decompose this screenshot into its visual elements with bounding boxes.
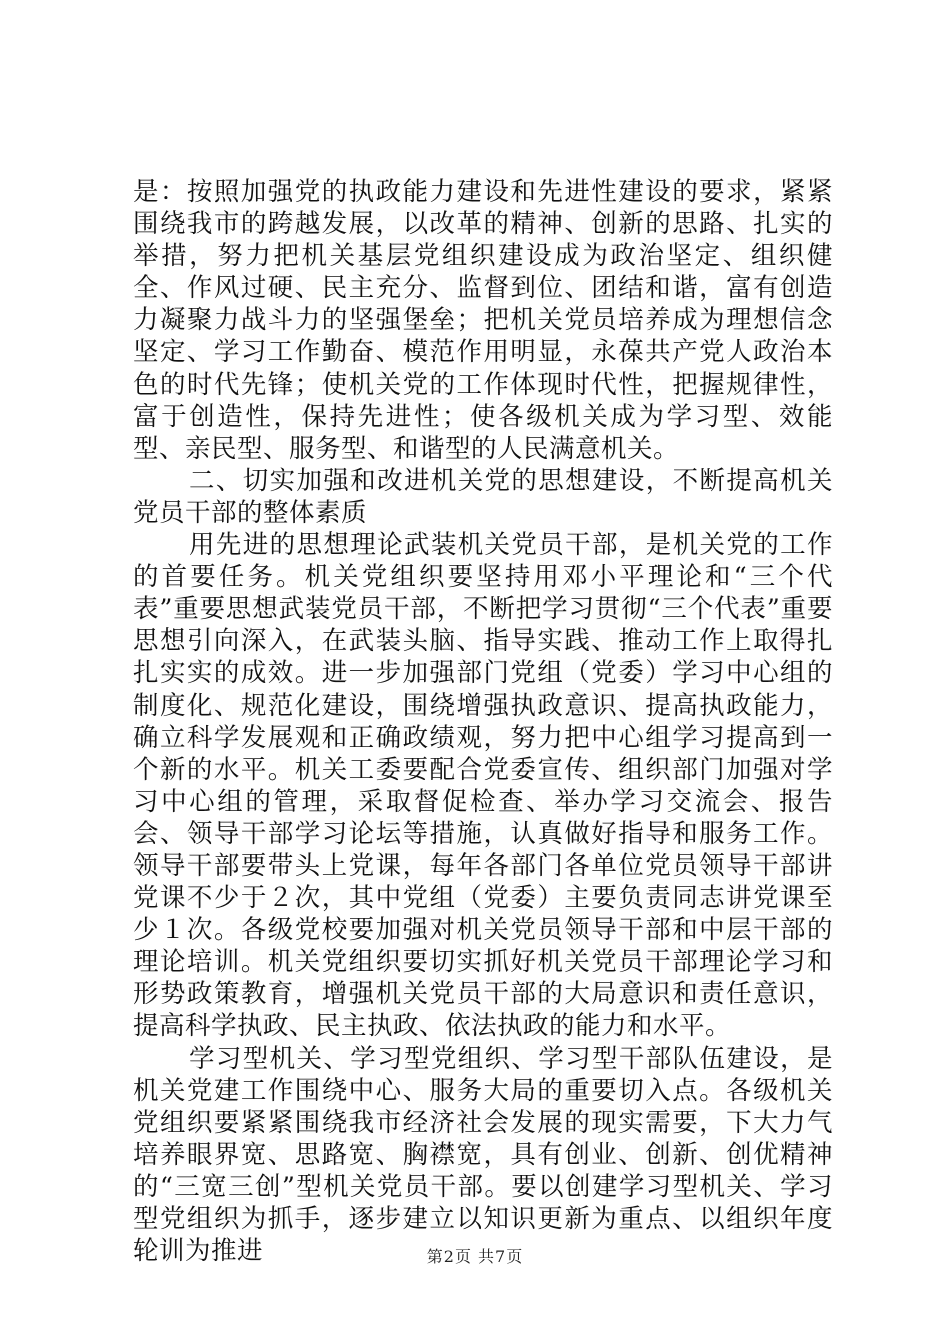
paragraph-theory: 用先进的思想理论武装机关党员干部，是机关党的工作的首要任务。机关党组织要坚持用邓小平理论和“三个代表”重要思想武装党员干部，不断把学习贯彻“三个代表”重要思想引向深入，在武装头脑、指导实践、推动工作上取得扎扎实实的成效。进一步加强部门党组（党委）学习中心组的制度化、规范化建设，围绕增强执政意识、提高执政能力，确立科学发展观和正确政绩观，努力把中心组学习提高到一个新的水平。机关工委要配合党委宣传、组织部门加强对学习中心组的管理，采取督促检查、举办学习交流会、报告会、领导干部学习论坛等措施，认真做好指导和服务工作。领导干部要带头上党课，每年各部门各单位党员领导干部讲党课不少于２次，其中党组（党委）主要负责同志讲党课至少１次。各级党校要加强对机关党员领导干部和中层干部的理论培训。机关党组织要切实抓好机关党员干部理论学习和形势政策教育，增强机关党员干部的大局意识和责任意识，提高科学执政、民主执政、依法执政的能力和水平。 [133, 530, 833, 1042]
document-body [133, 176, 833, 1267]
paragraph-learning: 学习型机关、学习型党组织、学习型干部队伍建设，是机关党建工作围绕中心、服务大局的重要切入点。各级机关党组织要紧紧围绕我市经济社会发展的现实需要，下大力气培养眼界宽、思路宽、胸襟宽，具有创业、创新、创优精神的“三宽三创”型机关党员干部。要以创建学习型机关、学习型党组织为抓手，逐步建立以知识更新为重点、以组织年度轮训为推进 [133, 1043, 833, 1267]
page-number-footer: 第2页 共7页 [426, 1247, 524, 1266]
section-heading-two: 二、切实加强和改进机关党的思想建设，不断提高机关党员干部的整体素质 [133, 465, 833, 528]
paragraph-goal: 是：按照加强党的执政能力建设和先进性建设的要求，紧紧围绕我市的跨越发展，以改革的精神、创新的思路、扎实的举措，努力把机关基层党组织建设成为政治坚定、组织健全、作风过硬、民主充分、监督到位、团结和谐，富有创造力凝聚力战斗力的坚强堡垒；把机关党员培养成为理想信念坚定、学习工作勤奋、模范作用明显，永葆共产党人政治本色的时代先锋；使机关党的工作体现时代性，把握规律性，富于创造性，保持先进性；使各级机关成为学习型、效能型、亲民型、服务型、和谐型的人民满意机关。 [133, 177, 833, 464]
